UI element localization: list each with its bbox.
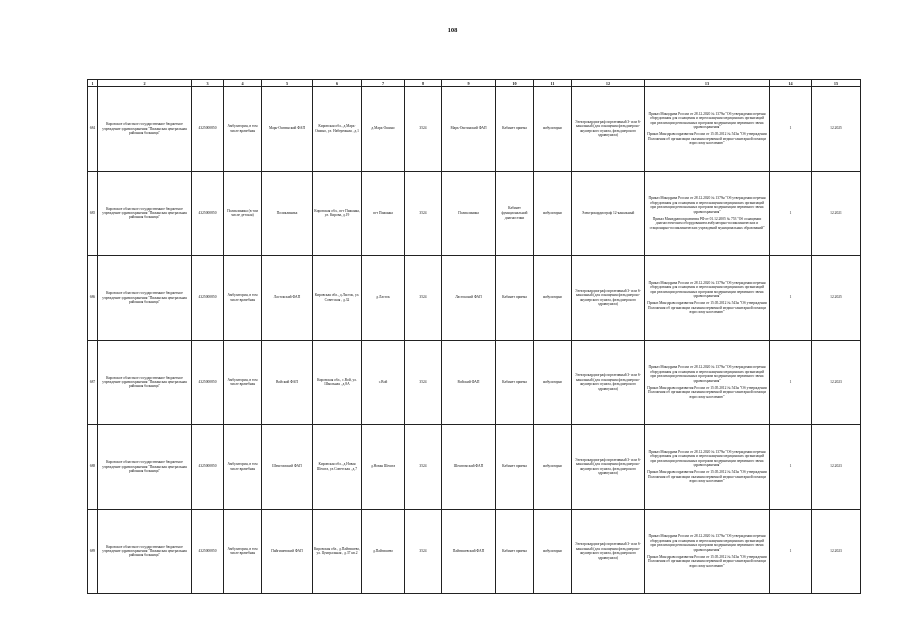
- table-row: [88, 425, 861, 510]
- room-name: Кабинет приема: [496, 425, 534, 510]
- region-code: 3524: [405, 87, 442, 172]
- unit-name: Марь-Оштинский ФАП: [442, 87, 496, 172]
- equipment-name: Электрокардиограф портативный 3- или 6-канальный (для оснащения фельдшерско-акушерского пункта, фельдшерского здравпункта): [572, 340, 645, 425]
- organization-name: Кировское областное государственное бюджетное учреждение здравоохранения "Пижанская центральная районная больница": [98, 87, 192, 172]
- header-cell: 8: [405, 80, 442, 87]
- facility-type: Амбулатория, в том числе врачебная: [224, 340, 262, 425]
- header-cell: 11: [534, 80, 572, 87]
- facility-name: Войский ФАП: [262, 340, 313, 425]
- equipment-name: Электрокардиограф портативный 3- или 6-канальный (для оснащения фельдшерско-акушерского пункта, фельдшерского здравпункта): [572, 87, 645, 172]
- unit-name: Шештомский ФАП: [442, 425, 496, 510]
- delivery-date: 12.2023: [812, 509, 861, 594]
- table-row: [88, 509, 861, 594]
- equipment-name: Электрокардиограф 12-канальный: [572, 171, 645, 256]
- row-number: 688: [88, 425, 98, 510]
- table-row: [88, 87, 861, 172]
- quantity: 1: [770, 509, 812, 594]
- regulatory-orders: [645, 425, 770, 510]
- delivery-date: 12.2023: [812, 340, 861, 425]
- row-number: 689: [88, 509, 98, 594]
- header-cell: 9: [442, 80, 496, 87]
- header-cell: 4: [224, 80, 262, 87]
- facility-name: Марь-Оштинский ФАП: [262, 87, 313, 172]
- inn-code: 4325000850: [192, 425, 224, 510]
- unit-name: Поликлиника: [442, 171, 496, 256]
- header-cell: 15: [812, 80, 861, 87]
- regulatory-orders: [645, 509, 770, 594]
- inn-code: 4325000850: [192, 509, 224, 594]
- unit-name: Войский ФАП: [442, 340, 496, 425]
- quantity: 1: [770, 171, 812, 256]
- facility-type: Амбулатория, в том числе врачебная: [224, 425, 262, 510]
- row-number: 685: [88, 171, 98, 256]
- room-name: Кабинет приема: [496, 340, 534, 425]
- order-text: Приказ Минздравсоцразвития России от 15.05.2012 № 543н "Об утверждении Положения об организации оказания первичной медико-санитарной помощи взрослому населению": [647, 132, 767, 146]
- region-code: 3524: [405, 171, 442, 256]
- header-cell: 5: [262, 80, 313, 87]
- facility-address: Кировская обл., д.Новая Шешта, ул.Советская , д.7: [313, 425, 362, 510]
- facility-name: Ластокский ФАП: [262, 256, 313, 341]
- facility-address: Кировская обл., д.Ласток, ул. Советская , д.32: [313, 256, 362, 341]
- facility-type: Амбулатория, в том числе врачебная: [224, 509, 262, 594]
- care-form: амбулаторно: [534, 509, 572, 594]
- header-cell: 7: [362, 80, 405, 87]
- regulatory-orders: [645, 171, 770, 256]
- care-form: амбулаторно: [534, 171, 572, 256]
- header-cell: 6: [313, 80, 362, 87]
- facility-name: Шештомский ФАП: [262, 425, 313, 510]
- locality: д.Новая Шешта: [362, 425, 405, 510]
- row-number: 686: [88, 256, 98, 341]
- header-row: [88, 80, 861, 87]
- facility-address: Кировская обл., д.Пайгишево, ул. Центральная , д.37 кв.2: [313, 509, 362, 594]
- inn-code: 4325000850: [192, 256, 224, 341]
- facility-type: Амбулатория, в том числе врачебная: [224, 256, 262, 341]
- locality: д.Пайгишево: [362, 509, 405, 594]
- inn-code: 4325000850: [192, 171, 224, 256]
- inn-code: 4325000850: [192, 340, 224, 425]
- facility-address: Кировская обл., пгт Пижанка, ул. Кирова, д.19: [313, 171, 362, 256]
- facility-type: Поликлиника (в том числе детская): [224, 171, 262, 256]
- order-text: Приказ Минздравсоцразвития РФ от 01.12.2005 № 753 "Об оснащении диагностическим оборудованием амбулаторно-поликлинических и стационарно-поликлинических учреждений муниципальных образований": [649, 216, 765, 230]
- delivery-date: 12.2025: [812, 256, 861, 341]
- order-text: Приказ Минздрава России от 28.12.2020 № 1379н "Об утверждении перечня оборудования для оснащения и переоснащения медицинских организаций при реализации региональных программ модернизации первичного звена здравоохранения": [648, 534, 766, 552]
- order-text: Приказ Минздрава России от 28.12.2020 № 1379н "Об утверждении перечня оборудования для оснащения и переоснащения медицинских организаций при реализации региональных программ модернизации первичного звена здравоохранения": [648, 111, 766, 130]
- header-cell: 12: [572, 80, 645, 87]
- header-cell: 1: [88, 80, 98, 87]
- region-code: 3524: [405, 425, 442, 510]
- room-name: Кабинет приема: [496, 256, 534, 341]
- regulatory-orders: [645, 340, 770, 425]
- equipment-name: Электрокардиограф портативный 3- или 6-канальный (для оснащения фельдшерско-акушерского пункта, фельдшерского здравпункта): [572, 256, 645, 341]
- facility-name: Поликлиника: [262, 171, 313, 256]
- header-cell: 3: [192, 80, 224, 87]
- care-form: амбулаторно: [534, 340, 572, 425]
- quantity: 1: [770, 256, 812, 341]
- locality: пгт Пижанка: [362, 171, 405, 256]
- quantity: 1: [770, 87, 812, 172]
- facility-type: Амбулатория, в том числе врачебная: [224, 87, 262, 172]
- quantity: 1: [770, 340, 812, 425]
- organization-name: Кировское областное государственное бюджетное учреждение здравоохранения "Пижанская центральная районная больница": [98, 256, 192, 341]
- table-row: [88, 256, 861, 341]
- order-text: Приказ Минздрава России от 28.12.2020 № 1379н "Об утверждении перечня оборудования для оснащения и переоснащения медицинских организаций при реализации региональных программ модернизации первичного звена здравоохранения": [648, 196, 766, 214]
- delivery-date: 12.2023: [812, 425, 861, 510]
- delivery-date: 12.2021: [812, 171, 861, 256]
- regulatory-orders: [645, 87, 770, 172]
- header-cell: 10: [496, 80, 534, 87]
- row-number: 687: [88, 340, 98, 425]
- order-text: Приказ Минздрава России от 28.12.2020 № 1379н "Об утверждении перечня оборудования для оснащения и переоснащения медицинских организаций при реализации региональных программ модернизации первичного звена здравоохранения": [648, 280, 766, 299]
- header-cell: 2: [98, 80, 192, 87]
- page-number: 108: [447, 27, 458, 34]
- locality: с.Вой: [362, 340, 405, 425]
- care-form: амбулаторно: [534, 87, 572, 172]
- facility-name: Пайгишевский ФАП: [262, 509, 313, 594]
- region-code: 3524: [405, 509, 442, 594]
- facility-address: Кировская обл., д.Марь-Ошино, ул. Набережная , д.1: [313, 87, 362, 172]
- delivery-date: 12.2025: [812, 87, 861, 172]
- regulatory-orders: [645, 256, 770, 341]
- unit-name: Пайгишевский ФАП: [442, 509, 496, 594]
- organization-name: Кировское областное государственное бюджетное учреждение здравоохранения "Пижанская центральная районная больница": [98, 509, 192, 594]
- row-number: 684: [88, 87, 98, 172]
- order-text: Приказ Минздравсоцразвития России от 15.05.2012 № 543н "Об утверждении Положения об организации оказания первичной медико-санитарной помощи взрослому населению": [647, 470, 767, 484]
- room-name: Кабинет приема: [496, 509, 534, 594]
- order-text: Приказ Минздрава России от 28.12.2020 № 1379н "Об утверждении перечня оборудования для оснащения и переоснащения медицинских организаций при реализации региональных программ модернизации первичного звена здравоохранения": [648, 449, 766, 468]
- room-name: Кабинет приема: [496, 87, 534, 172]
- inn-code: 4325000850: [192, 87, 224, 172]
- equipment-table: [87, 79, 861, 594]
- order-text: Приказ Минздравсоцразвития России от 15.05.2012 № 543н "Об утверждении Положения об организации оказания первичной медико-санитарной помощи взрослому населению": [647, 554, 767, 568]
- organization-name: Кировское областное государственное бюджетное учреждение здравоохранения "Пижанская центральная районная больница": [98, 425, 192, 510]
- organization-name: Кировское областное государственное бюджетное учреждение здравоохранения "Пижанская центральная районная больница": [98, 340, 192, 425]
- table-row: [88, 340, 861, 425]
- region-code: 3524: [405, 256, 442, 341]
- region-code: 3524: [405, 340, 442, 425]
- equipment-name: Электрокардиограф портативный 3- или 6-канальный (для оснащения фельдшерско-акушерского пункта, фельдшерского здравпункта): [572, 425, 645, 510]
- header-cell: 14: [770, 80, 812, 87]
- order-text: Приказ Минздравсоцразвития России от 15.05.2012 № 543н "Об утверждении Положения об организации оказания первичной медико-санитарной помощи взрослому населению": [647, 301, 767, 315]
- table-row: [88, 171, 861, 256]
- order-text: Приказ Минздрава России от 28.12.2020 № 1379н "Об утверждении перечня оборудования для оснащения и переоснащения медицинских организаций при реализации региональных программ модернизации первичного звена здравоохранения": [648, 365, 766, 383]
- unit-name: Ластокский ФАП: [442, 256, 496, 341]
- order-text: Приказ Минздравсоцразвития России от 15.05.2012 № 543н "Об утверждении Положения об организации оказания первичной медико-санитарной помощи взрослому населению": [647, 385, 767, 399]
- header-cell: 13: [645, 80, 770, 87]
- care-form: амбулаторно: [534, 256, 572, 341]
- facility-address: Кировская обл., с.Вой, ул. Школьная , д.8А: [313, 340, 362, 425]
- locality: д.Марь-Ошино: [362, 87, 405, 172]
- care-form: амбулаторно: [534, 425, 572, 510]
- organization-name: Кировское областное государственное бюджетное учреждение здравоохранения "Пижанская центральная районная больница": [98, 171, 192, 256]
- room-name: Кабинет функциональной диагностики: [496, 171, 534, 256]
- equipment-name: Электрокардиограф портативный 3- или 6-канальный (для оснащения фельдшерско-акушерского пункта, фельдшерского здравпункта): [572, 509, 645, 594]
- locality: д.Ласток: [362, 256, 405, 341]
- quantity: 1: [770, 425, 812, 510]
